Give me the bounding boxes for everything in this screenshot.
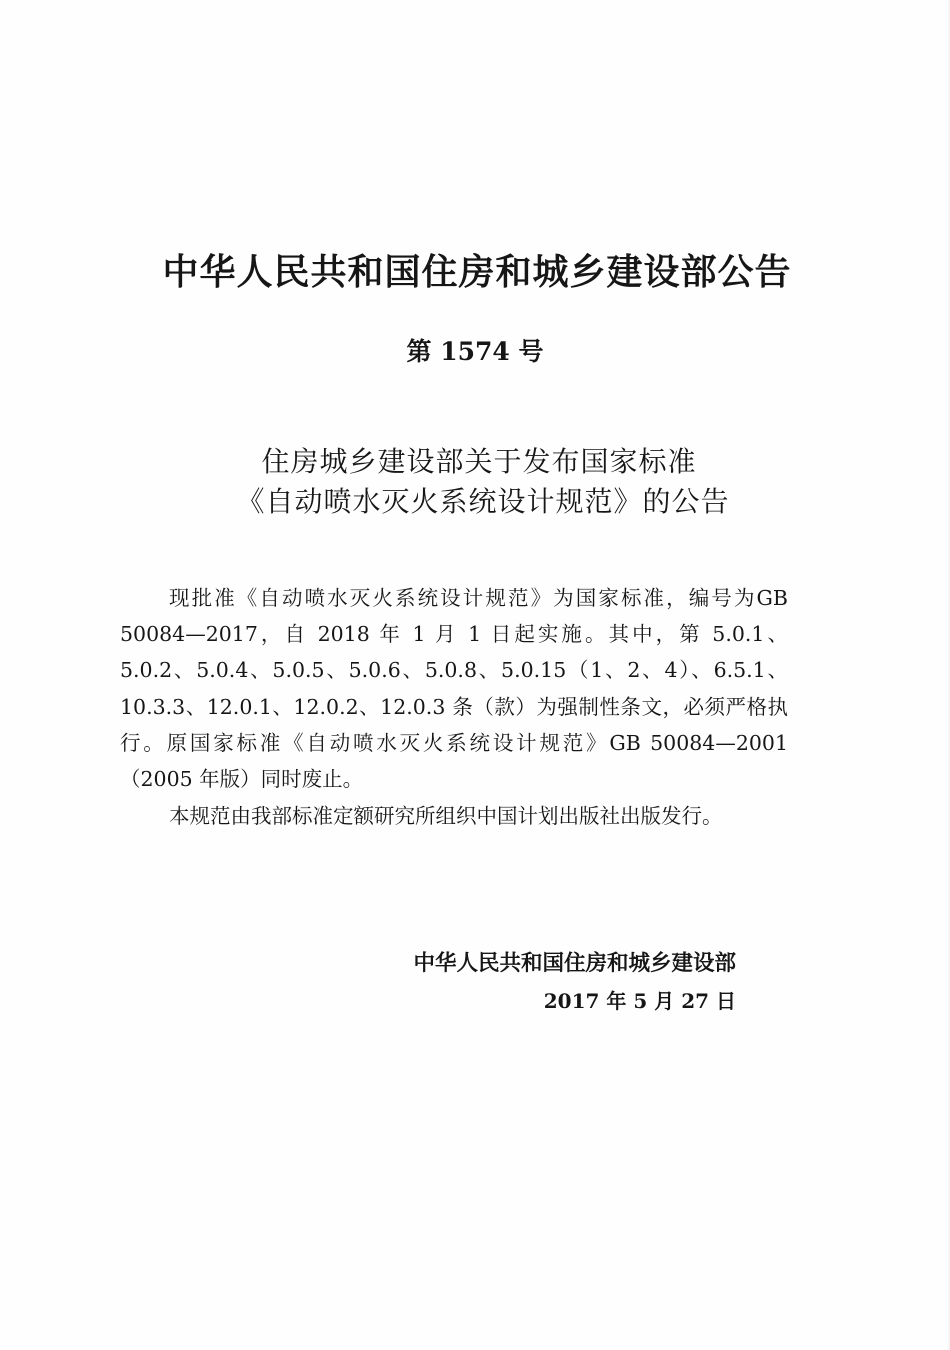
notice-subject-line-2: 《自动喷水灭火系统设计规范》的公告 [236,485,730,518]
body-paragraph-approval: 现批准《自动喷水灭火系统设计规范》为国家标准，编号为GB 50084—2017，自 2018 年 1 月 1 日起实施。其中，第 5.0.1、5.0.2、5.0.4、5.0.5、5.0.6、5.0.8、5.0.15（1、2、4）、6.5.1、10.3.3、12.0.1、12.0.2、12.0.3 条（款）为强制性条文，必须严格执行。原国家标准《自动喷水灭火系统设计规范》GB 50084—2001（2005 年版）同时废止。 [120,586,788,792]
notice-number: 第 1574 号 [406,337,544,366]
signature-date: 2017 年 5 月 27 日 [543,989,736,1013]
notice-subject-line-1: 住房城乡建设部关于发布国家标准 [261,445,697,478]
signature-organization: 中华人民共和国住房和城乡建设部 [413,951,736,976]
announcement-title: 中华人民共和国住房和城乡建设部公告 [162,252,792,293]
body-paragraph-publication: 本规范由我部标准定额研究所组织中国计划出版社出版发行。 [169,804,723,828]
